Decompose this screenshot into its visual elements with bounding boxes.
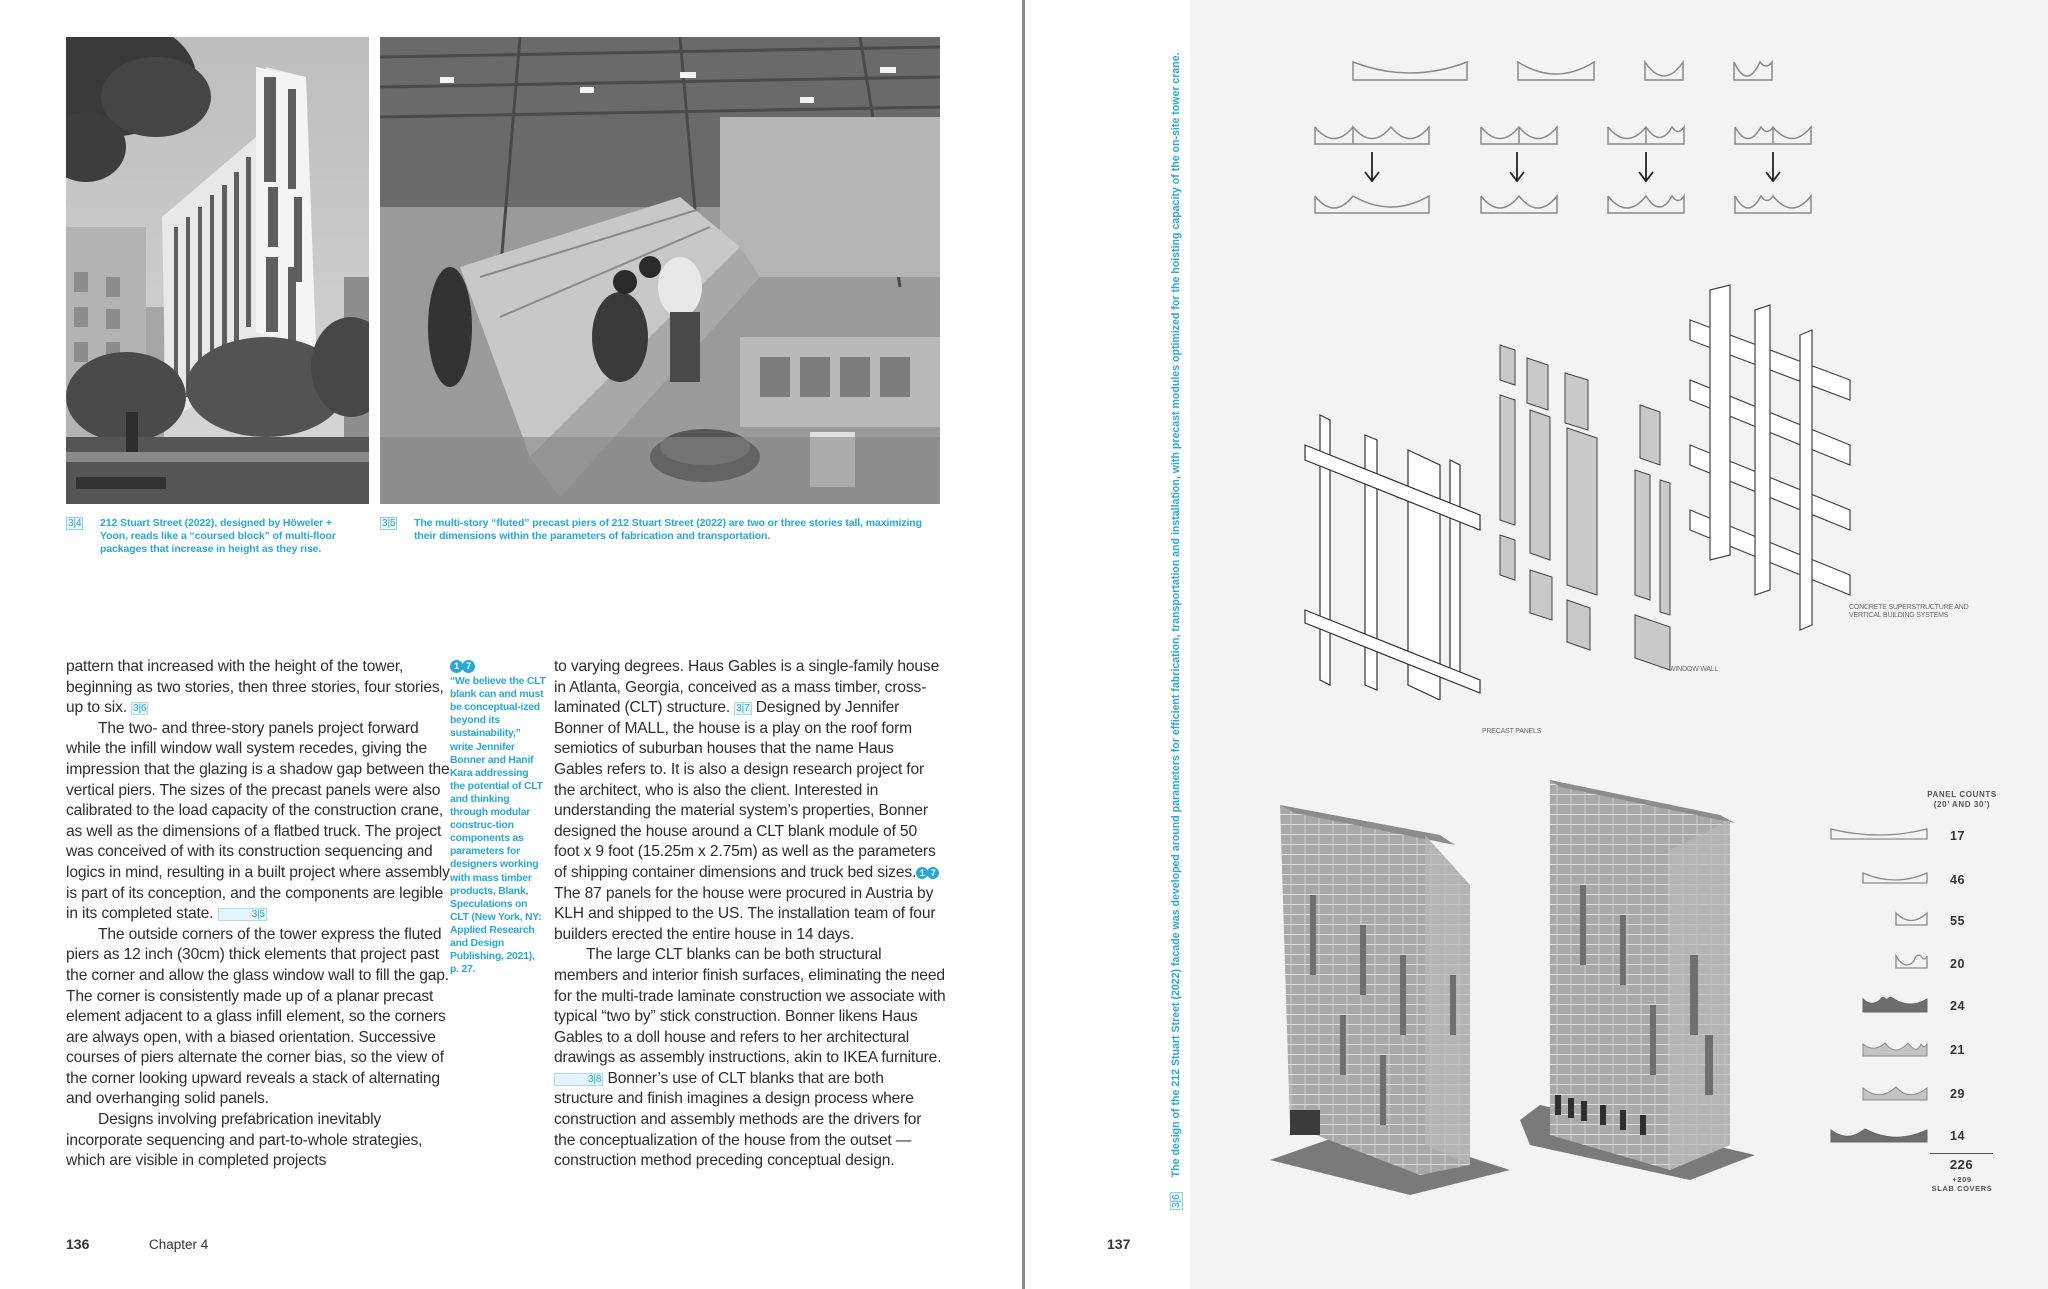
paragraph-text: The 87 panels for the house were procured in Austria by KLH and shipped to the US. The installation team of four builders erected the entire house in 14 days. xyxy=(554,884,936,943)
page-number-right: 137 xyxy=(1107,1236,1131,1252)
body-column-1 xyxy=(66,657,452,1172)
note-badge: 1 xyxy=(450,660,463,673)
slab-covers-note xyxy=(1922,1175,2002,1193)
paragraph-text: The large CLT blanks can be both structural members and interior finish surfaces, eliminating the need for the multi-trade laminate construction we associate with typical “two by” stick construction. Bonner likens Haus Gables to a doll house and refers to her architectural drawings as assembly instructions, akin to IKEA furniture. xyxy=(554,946,946,1067)
paragraph-text: to varying degrees. Haus Gables is a single-family house in Atlanta, Georgia, conceived as a mass timber, cross-laminated (CLT) structure. xyxy=(554,658,940,717)
note-badge[interactable]: 7 xyxy=(927,867,939,879)
paragraph-text: Bonner’s use of CLT blanks that are both structure and finish imagines a design process where construction and assembly methods are the drivers for the conceptualization of the house from the outset — construction method preceding conceptual design. xyxy=(554,1069,922,1170)
note-badge[interactable]: 1 xyxy=(916,867,928,879)
figure-ref-3-5[interactable]: 3|5 xyxy=(218,908,267,921)
label-precast-panels: PRECAST PANELS xyxy=(1482,728,1542,735)
paragraph xyxy=(66,657,452,719)
figure-caption-3-4 xyxy=(66,517,366,561)
panel-count-row xyxy=(1810,1125,2010,1149)
panel-count-row xyxy=(1810,869,2010,893)
figure-ref-3-5: 3|5 xyxy=(382,518,396,529)
vertical-figure-caption xyxy=(1165,52,1187,1210)
figure-caption-text: The multi-story “fluted” precast piers of 212 Stuart Street (2022) are two or three stories tall, maximizing their dimensions within the parameters of fabrication and transportation. xyxy=(414,517,922,542)
figure-ref-3-8[interactable]: 3|8 xyxy=(554,1073,603,1086)
profile-medium-triple-curve-dark-icon xyxy=(1810,995,1930,1017)
exploded-axon-graphic xyxy=(1290,270,1910,700)
sidenote-17 xyxy=(450,660,546,976)
profile-narrow-single-curve-icon xyxy=(1810,910,1930,930)
panel-count-row xyxy=(1810,995,2010,1019)
body-column-2 xyxy=(554,657,946,1172)
panel-count-value: 17 xyxy=(1950,829,1965,843)
profile-wide-double-curve-dark-icon xyxy=(1810,1125,1930,1147)
label-window-wall: WINDOW WALL xyxy=(1669,666,1719,673)
page-number-left: 136 xyxy=(66,1236,90,1252)
panel-counts-legend xyxy=(1810,785,2010,1195)
paragraph-text: pattern that increased with the height of the tower, beginning as two stories, then three stories, four stories, up to six. xyxy=(66,658,444,717)
panel-count-row xyxy=(1810,953,2010,977)
paragraph xyxy=(66,1110,452,1172)
panel-count-value: 24 xyxy=(1950,999,1965,1013)
photo-precast-factory xyxy=(380,37,940,504)
note-badge: 7 xyxy=(462,660,475,673)
paragraph xyxy=(554,945,946,1172)
figure-ref-3-6: 3|6 xyxy=(1171,1194,1182,1208)
panel-profile-combination-diagram xyxy=(1300,50,1900,220)
total-rule xyxy=(1930,1153,1993,1154)
slab-covers-label: SLAB COVERS xyxy=(1931,1184,1993,1193)
panel-count-value: 55 xyxy=(1950,914,1965,928)
vertical-caption-text: The design of the 212 Stuart Street (2022) facade was developed around parameters for efficient fabrication, transportation and installation, with precast modules optimized for the hoisting capacity of the on-site tower crane. xyxy=(1170,52,1182,1178)
paragraph-text: Designs involving prefabrication inevitably incorporate sequencing and part-to-whole strategies, which are visible in completed projects xyxy=(66,1111,423,1170)
left-page xyxy=(0,0,1022,1289)
exploded-axonometric-diagram xyxy=(1290,270,1910,700)
sidenote-text: “We believe the CLT blank can and must be conceptual-ized beyond its sustainability,” write Jennifer Bonner and Hanif Kara addressing the potential of CLT and thinking through modular construc-tion components as parameters for designers working with mass timber products, Blank, Speculations on CLT (New York, NY: Applied Research and Design Publishing, 2021), p. 27. xyxy=(450,676,546,976)
label-concrete-superstructure: CONCRETE SUPERSTRUCTURE AND VERTICAL BUILDING SYSTEMS xyxy=(1849,604,1969,619)
heading-line: (20’ AND 30’) xyxy=(1933,800,1991,809)
paragraph xyxy=(66,719,452,925)
panel-count-row xyxy=(1810,1039,2010,1063)
profile-narrow-double-notch-icon xyxy=(1810,953,1930,973)
tower-photo-graphic xyxy=(66,37,369,504)
paragraph xyxy=(554,657,946,945)
chapter-label: Chapter 4 xyxy=(149,1237,209,1252)
panel-count-total: 226 xyxy=(1949,1157,1974,1172)
panel-count-row xyxy=(1810,825,2010,849)
profile-medium-triple-curve-light-icon xyxy=(1810,1039,1930,1061)
panel-count-value: 21 xyxy=(1950,1043,1965,1057)
note-marker xyxy=(450,660,546,674)
figure-caption-text: 212 Stuart Street (2022), designed by Höweler + Yoon, reads like a “coursed block” of multi-floor packages that increase in height as they rise. xyxy=(100,517,336,555)
panel-count-row xyxy=(1810,910,2010,934)
profile-medium-single-curve-icon xyxy=(1810,869,1930,889)
panel-count-value: 46 xyxy=(1950,873,1965,887)
paragraph xyxy=(66,925,452,1110)
figure-ref-3-7[interactable]: 3|7 xyxy=(736,703,750,715)
profile-medium-double-curve-light-icon xyxy=(1810,1083,1930,1105)
panel-count-value: 29 xyxy=(1950,1087,1965,1101)
heading-line: PANEL COUNTS xyxy=(1927,790,1997,799)
paragraph-text: The two- and three-story panels project forward while the infill window wall system recedes, giving the impression that the glazing is a shadow gap between the vertical piers. The sizes of the precast panels were also calibrated to the load capacity of the construction crane, as well as the dimensions of a flatbed truck. The project was conceived of with its construction sequencing and logics in mind, resulting in a built project where assembly is part of its conception, and the components are legible in its completed state. xyxy=(66,719,450,923)
figure-ref-3-6[interactable]: 3|6 xyxy=(133,703,147,715)
figure-ref-3-4: 3|4 xyxy=(68,518,82,529)
towers-graphic xyxy=(1250,775,1790,1195)
figure-caption-3-5 xyxy=(380,517,940,547)
panel-counts-heading xyxy=(1922,790,2002,810)
panel-count-row xyxy=(1810,1083,2010,1107)
profile-wide-single-curve-icon xyxy=(1810,825,1930,845)
photo-212-stuart-street-tower xyxy=(66,37,369,504)
panel-count-value: 14 xyxy=(1950,1129,1965,1143)
profile-diagram-graphic xyxy=(1300,50,1900,220)
paragraph-text: The outside corners of the tower express the fluted piers as 12 inch (30cm) thick elements that project past the corner and allow the glass window wall to fill the gap. The corner is consistently made up of a planar precast element adjacent to a glass infill element, so the corners are always open, with a biased orientation. Successive courses of piers alternate the corner bias, so the view of the corner looking upward reveals a stack of alternating and overhanging solid panels. xyxy=(66,925,449,1108)
slab-covers-count: +209 xyxy=(1952,1175,1972,1184)
paragraph-text: Designed by Jennifer Bonner of MALL, the house is a play on the roof form semiotics of suburban houses that the name Haus Gables refers to. It is also a design research project for the architect, who is also the client. Interested in understanding the material system’s properties, Bonner designed the house around a CLT blank module of 50 foot x 9 foot (15.25m x 2.75m) as well as the parameters of shipping container dimensions and truck bed sizes. xyxy=(554,699,936,881)
tower-axonometric-renderings xyxy=(1250,775,1790,1195)
factory-photo-graphic xyxy=(380,37,940,504)
panel-count-value: 20 xyxy=(1950,957,1965,971)
